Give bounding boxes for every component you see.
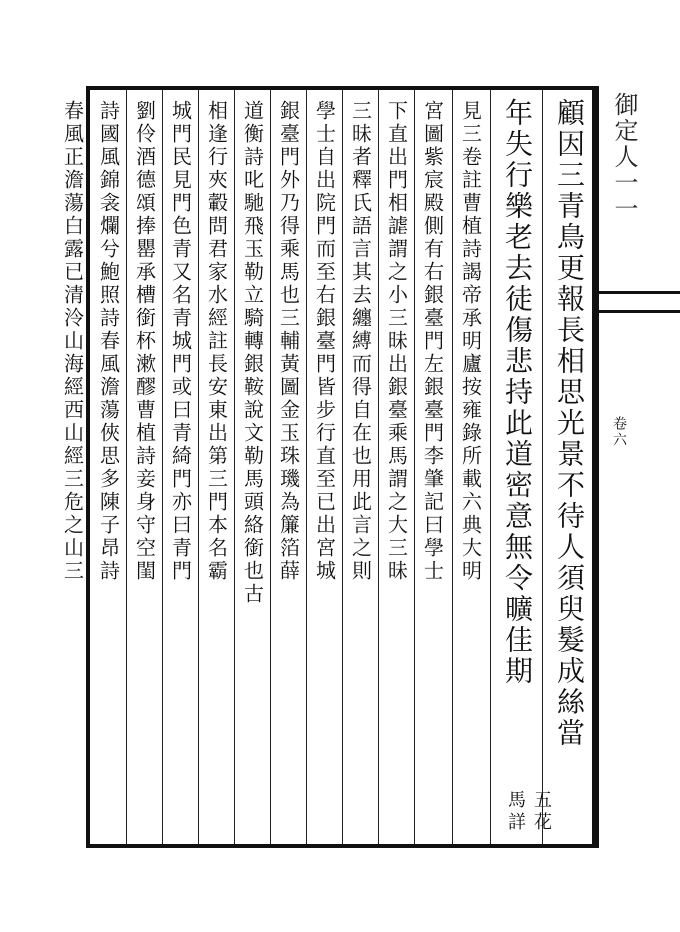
column-rule — [414, 90, 415, 844]
text-column-5: 下直出門相謔謂之小三昧出銀臺乘馬謂之大三昧 — [384, 100, 409, 583]
text-column-3: 見三卷註曹植詩謁帝承明廬按雍錄所載六典大明 — [458, 100, 483, 583]
text-column-9: 道衡詩叱馳飛玉勒立騎轉銀鞍說文勒馬頭絡銜也古 — [240, 100, 265, 606]
text-column-12: 劉伶酒德頌捧罌承槽銜杯漱醪曹植詩妾身守空閨 — [132, 100, 157, 583]
text-column-8: 銀臺門外乃得乘馬也三輔黃圖金玉珠璣為簾箔薛 — [276, 100, 301, 583]
inline-note: 五花馬詳 — [505, 790, 552, 834]
column-rule — [126, 90, 127, 844]
text-column-13: 詩國風錦衾爛兮鮑照詩春風澹蕩俠思多陳子昂詩 — [96, 100, 121, 583]
text-column-11: 城門民見門色青又名青城門或曰青綺門亦曰青門 — [168, 100, 193, 583]
block-edge-margin — [596, 86, 680, 848]
column-rule — [342, 90, 343, 844]
fishtail-mark — [599, 291, 680, 313]
text-column-1: 顧因三青鳥更報長相思光景不待人須臾髮成絲當 — [553, 98, 586, 749]
column-rule — [162, 90, 163, 844]
text-column-14: 春風正澹蕩白露已清泠山海經西山經三危之山三 — [60, 100, 85, 583]
column-rule — [490, 90, 491, 844]
column-rule — [234, 90, 235, 844]
text-frame — [60, 86, 596, 848]
column-rule — [270, 90, 271, 844]
text-column-7: 學士自出院門而至右銀臺門皆步行直至已出宮城 — [312, 100, 337, 583]
text-column-10: 相逢行夾轂問君家水經註長安東出第三門本名霸 — [204, 100, 229, 583]
juan-number: 卷六 — [611, 416, 627, 448]
text-column-6: 三昧者釋氏語言其去纏縛而得自在也用此言之則 — [348, 100, 373, 583]
text-column-4: 宮圖紫宸殿側有右銀臺門左銀臺門李肇記曰學士 — [420, 100, 445, 583]
text-column-2: 年失行樂老去徒傷悲持此道密意無令曠佳期 — [501, 98, 534, 687]
column-rule — [198, 90, 199, 844]
column-rule — [378, 90, 379, 844]
column-rule — [542, 90, 543, 844]
column-rule — [452, 90, 453, 844]
running-title: 御定人一一 — [610, 92, 638, 222]
column-rule — [306, 90, 307, 844]
